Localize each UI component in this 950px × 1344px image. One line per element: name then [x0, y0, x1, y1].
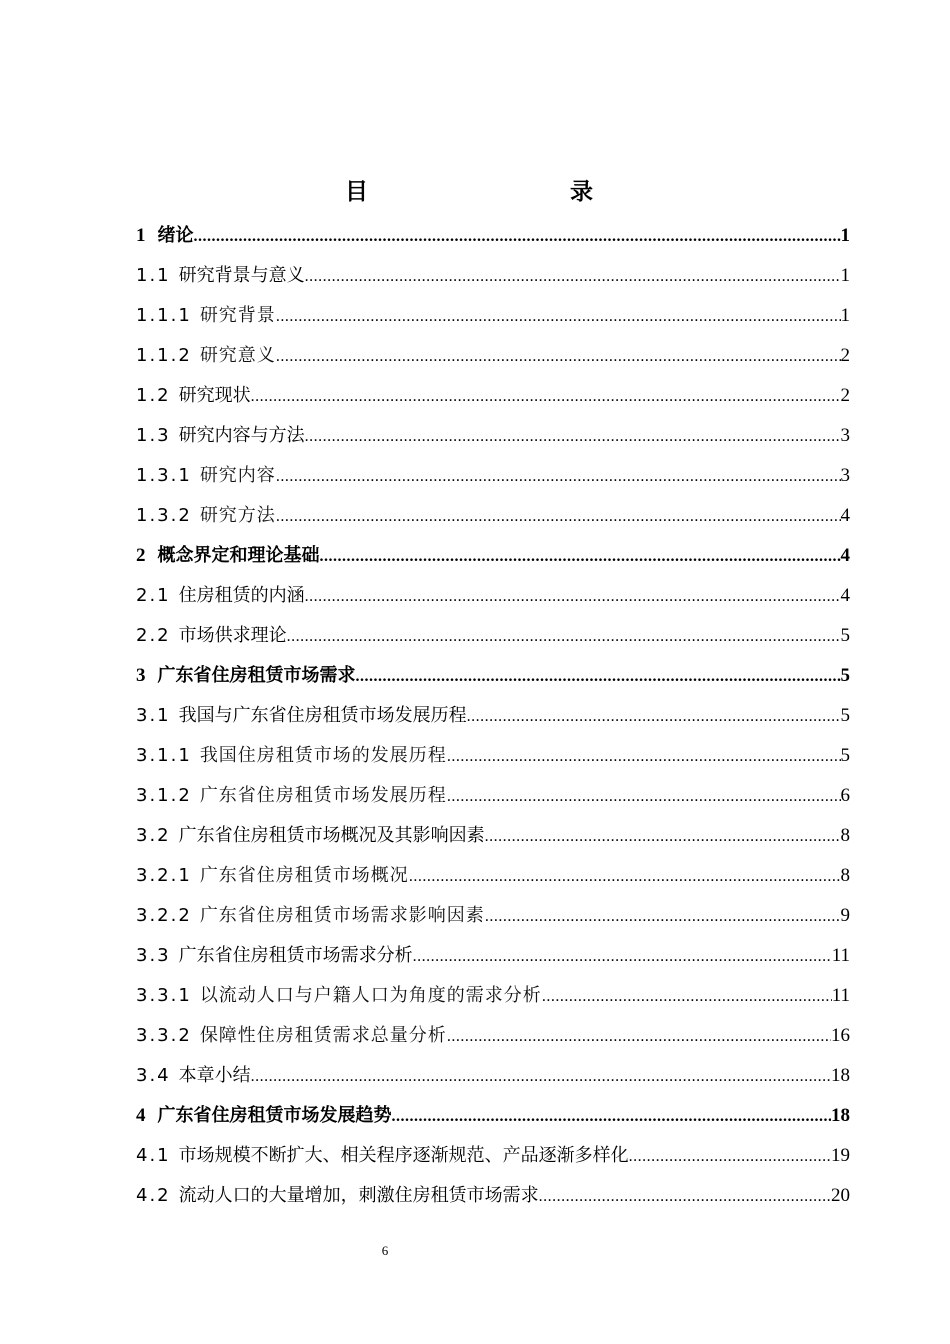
- toc-entry-title: 广东省住房租赁市场发展历程: [199, 785, 447, 806]
- toc-entry[interactable]: [136, 616, 850, 656]
- toc-dot-leader: [447, 1017, 831, 1057]
- toc-entry-title: 广东省住房租赁市场概况及其影响因素: [178, 825, 485, 846]
- toc-dot-leader: [392, 1097, 832, 1137]
- toc-entry[interactable]: [136, 736, 850, 776]
- toc-entry[interactable]: [136, 656, 850, 696]
- toc-entry-title: 研究现状: [178, 385, 251, 406]
- toc-dot-leader: [485, 897, 841, 937]
- toc-entry-title: 保障性住房租赁需求总量分析: [199, 1025, 447, 1046]
- toc-entry-number: 4: [136, 1105, 146, 1126]
- toc-entry[interactable]: [136, 536, 850, 576]
- toc-entry[interactable]: [136, 1136, 850, 1176]
- toc-dot-leader: [467, 697, 841, 737]
- toc-entry-number: 4.1: [136, 1145, 171, 1166]
- toc-entry-title: 研究方法: [199, 505, 276, 526]
- toc-entry[interactable]: [136, 496, 850, 536]
- toc-entry-page: 11: [831, 985, 850, 1006]
- toc-entry-number: 3.3.1: [136, 985, 192, 1006]
- toc-entry-title: 市场供求理论: [178, 625, 287, 646]
- toc-entry-title: 研究内容与方法: [178, 425, 305, 446]
- toc-entry-page: 3: [840, 425, 850, 446]
- toc-dot-leader: [305, 417, 841, 457]
- toc-entry-number: 3.2.2: [136, 905, 192, 926]
- toc-dot-leader: [629, 1137, 831, 1177]
- toc-entry[interactable]: [136, 856, 850, 896]
- toc-entry[interactable]: [136, 816, 850, 856]
- page-number: 6: [381, 1243, 389, 1258]
- toc-dot-leader: [305, 577, 841, 617]
- toc-dot-leader: [305, 257, 841, 297]
- toc-dot-leader: [276, 297, 841, 337]
- toc-entry-number: 1: [136, 225, 146, 246]
- toc-dot-leader: [320, 537, 841, 577]
- toc-entry[interactable]: [136, 296, 850, 336]
- toc-entry-page: 1: [840, 305, 850, 326]
- toc-entry-page: 1: [840, 225, 850, 246]
- toc-entry-page: 19: [831, 1145, 850, 1166]
- toc-entry-page: 9: [840, 905, 850, 926]
- toc-entry-title: 以流动人口与户籍人口为角度的需求分析: [199, 985, 542, 1006]
- toc-entry-number: 3.2: [136, 825, 171, 846]
- toc-entry-title: 研究背景与意义: [178, 265, 305, 286]
- toc-entry-number: 3.4: [136, 1065, 171, 1086]
- toc-dot-leader: [276, 337, 841, 377]
- toc-entry-title: 本章小结: [178, 1065, 251, 1086]
- toc-entry[interactable]: [136, 216, 850, 256]
- toc-entry-number: 2: [136, 545, 146, 566]
- toc-entry[interactable]: [136, 456, 850, 496]
- toc-entry-number: 4.2: [136, 1185, 171, 1206]
- toc-entry[interactable]: [136, 256, 850, 296]
- toc-dot-leader: [276, 497, 841, 537]
- toc-entry-page: 5: [840, 705, 850, 726]
- toc-entry-number: 3.1: [136, 705, 171, 726]
- toc-entry-number: 3.3.2: [136, 1025, 192, 1046]
- table-of-contents: [136, 216, 850, 1216]
- toc-entry-page: 1: [840, 265, 850, 286]
- toc-entry-page: 3: [840, 465, 850, 486]
- toc-dot-leader: [542, 977, 832, 1017]
- toc-entry-page: 8: [840, 825, 850, 846]
- toc-entry[interactable]: [136, 376, 850, 416]
- toc-entry[interactable]: [136, 1096, 850, 1136]
- toc-entry-title: 广东省住房租赁市场概况: [199, 865, 409, 886]
- toc-dot-leader: [251, 377, 841, 417]
- toc-entry[interactable]: [136, 1176, 850, 1216]
- toc-entry-title: 绪论: [157, 225, 194, 246]
- toc-entry-page: 4: [840, 585, 850, 606]
- toc-entry-page: 5: [840, 625, 850, 646]
- toc-entry-page: 18: [831, 1065, 850, 1086]
- toc-entry-number: 3.3: [136, 945, 171, 966]
- toc-dot-leader: [539, 1177, 831, 1217]
- toc-entry[interactable]: [136, 416, 850, 456]
- toc-entry-number: 3: [136, 665, 146, 686]
- toc-entry-page: 2: [840, 345, 850, 366]
- toc-entry-title: 广东省住房租赁市场需求影响因素: [199, 905, 485, 926]
- toc-dot-leader: [409, 857, 841, 897]
- toc-entry-page: 18: [831, 1105, 850, 1126]
- toc-entry-title: 研究意义: [199, 345, 276, 366]
- toc-entry-page: 8: [840, 865, 850, 886]
- toc-entry-title: 广东省住房租赁市场发展趋势: [157, 1105, 392, 1126]
- toc-entry-number: 1.2: [136, 385, 171, 406]
- toc-entry-page: 5: [840, 665, 850, 686]
- toc-entry-number: 1.3: [136, 425, 171, 446]
- toc-entry-page: 2: [840, 385, 850, 406]
- toc-entry-title: 我国与广东省住房租赁市场发展历程: [178, 705, 467, 726]
- toc-entry[interactable]: [136, 936, 850, 976]
- toc-entry-page: 5: [840, 745, 850, 766]
- toc-entry[interactable]: [136, 1056, 850, 1096]
- toc-entry-number: 3.1.2: [136, 785, 192, 806]
- toc-entry-page: 16: [831, 1025, 850, 1046]
- toc-entry-number: 1.3.2: [136, 505, 192, 526]
- toc-dot-leader: [447, 777, 841, 817]
- toc-entry-number: 2.2: [136, 625, 171, 646]
- toc-entry-title: 我国住房租赁市场的发展历程: [199, 745, 447, 766]
- toc-entry[interactable]: [136, 336, 850, 376]
- toc-dot-leader: [356, 657, 841, 697]
- toc-entry-page: 11: [831, 945, 850, 966]
- toc-dot-leader: [194, 217, 841, 257]
- toc-dot-leader: [447, 737, 841, 777]
- toc-entry-title: 研究内容: [199, 465, 276, 486]
- toc-entry-title: 流动人口的大量增加，刺激住房租赁市场需求: [178, 1185, 539, 1206]
- toc-entry-number: 1.3.1: [136, 465, 192, 486]
- toc-dot-leader: [287, 617, 841, 657]
- toc-dot-leader: [485, 817, 841, 857]
- toc-entry-number: 1.1.1: [136, 305, 192, 326]
- toc-entry[interactable]: [136, 696, 850, 736]
- toc-dot-leader: [276, 457, 841, 497]
- toc-entry[interactable]: [136, 576, 850, 616]
- toc-entry[interactable]: [136, 776, 850, 816]
- toc-entry-title: 研究背景: [199, 305, 276, 326]
- toc-entry-page: 6: [840, 785, 850, 806]
- toc-entry-number: 3.1.1: [136, 745, 192, 766]
- toc-entry-number: 2.1: [136, 585, 171, 606]
- toc-entry-number: 3.2.1: [136, 865, 192, 886]
- toc-entry-title: 广东省住房租赁市场需求分析: [178, 945, 413, 966]
- toc-entry-title: 广东省住房租赁市场需求: [157, 665, 356, 686]
- toc-entry-page: 4: [840, 545, 850, 566]
- toc-entry-title: 概念界定和理论基础: [157, 545, 320, 566]
- toc-entry[interactable]: [136, 976, 850, 1016]
- toc-entry-title: 市场规模不断扩大、相关程序逐渐规范、产品逐渐多样化: [178, 1145, 629, 1166]
- toc-entry-page: 4: [840, 505, 850, 526]
- toc-entry-page: 20: [831, 1185, 850, 1206]
- toc-entry-number: 1.1: [136, 265, 171, 286]
- toc-entry-title: 住房租赁的内涵: [178, 585, 305, 606]
- toc-entry[interactable]: [136, 1016, 850, 1056]
- toc-dot-leader: [413, 937, 832, 977]
- toc-entry-number: 1.1.2: [136, 345, 192, 366]
- page-title: 目 录: [345, 179, 645, 205]
- toc-entry[interactable]: [136, 896, 850, 936]
- toc-dot-leader: [251, 1057, 831, 1097]
